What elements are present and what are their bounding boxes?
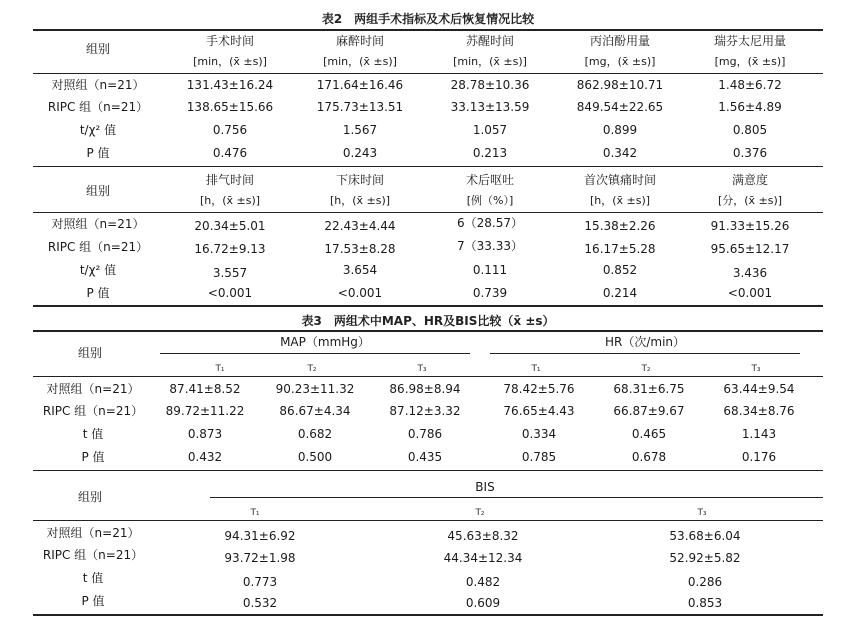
t3-r2-c1: 0.682	[297, 427, 333, 441]
table3-bottom-rule	[33, 614, 823, 616]
t2-p1-r0-c2: 28.78±10.36	[450, 78, 530, 92]
t3-r1-c5: 68.34±8.76	[723, 404, 795, 418]
table2-part2-group-label: 组别	[85, 184, 110, 198]
t2-p1-r3-c3: 0.342	[602, 146, 638, 160]
t2-p1-h3-title: 丙泊酚用量	[589, 34, 650, 48]
t3-r3-c1: 0.500	[297, 450, 333, 464]
t3-bis-r3-c2: 0.853	[687, 596, 723, 610]
t3-r3-c5: 0.176	[741, 450, 777, 464]
t2-p1-h2-unit: [min，(x̄ ±s)]	[453, 55, 527, 68]
t2-p2-r3-c4: <0.001	[727, 286, 773, 300]
t3-bis-time-label-2: T₃	[697, 508, 707, 518]
t2-p1-r0-c1: 171.64±16.46	[316, 78, 404, 92]
t2-p2-h3-unit: [h，(x̄ ±s)]	[589, 194, 651, 207]
t3-bis-r3-label: P 值	[81, 594, 105, 608]
table3-map-span-rule	[160, 353, 470, 354]
t2-p2-r2-label: t/χ² 值	[79, 263, 117, 277]
t3-r1-c3: 76.65±4.43	[503, 404, 575, 418]
t3-r2-c0: 0.873	[187, 427, 223, 441]
t3-r0-c2: 86.98±8.94	[389, 382, 461, 396]
t2-p1-r2-c0: 0.756	[212, 123, 248, 137]
t2-p1-r3-c0: 0.476	[212, 146, 248, 160]
t2-p1-r3-c2: 0.213	[472, 146, 508, 160]
t2-p2-r0-c3: 15.38±2.26	[584, 219, 656, 233]
t2-p1-r0-c4: 1.48±6.72	[718, 78, 782, 92]
t2-p2-h2-unit: [例（%）]	[466, 194, 514, 207]
table3-bis-header-rule	[33, 520, 823, 521]
t3-time-label-4: T₂	[641, 364, 651, 374]
t2-p1-h3-unit: [mg，(x̄ ±s)]	[584, 55, 656, 68]
t3-bis-r0-c2: 53.68±6.04	[669, 529, 741, 543]
t3-r1-c4: 66.87±9.67	[613, 404, 685, 418]
t2-p1-r3-c1: 0.243	[342, 146, 378, 160]
t2-p2-h0-title: 排气时间	[205, 173, 254, 187]
t2-p1-r1-c0: 138.65±15.66	[186, 100, 274, 114]
table3-bis-header: BIS	[475, 480, 495, 494]
t3-r2-c5: 1.143	[741, 427, 777, 441]
t3-bis-r3-c0: 0.532	[242, 596, 278, 610]
t3-r1-c1: 86.67±4.34	[279, 404, 351, 418]
t3-bis-r1-c2: 52.92±5.82	[669, 551, 741, 565]
table3-hr-header: HR（次/min）	[604, 335, 686, 349]
t2-p2-h1-unit: [h，(x̄ ±s)]	[329, 194, 391, 207]
t3-r3-label: P 值	[81, 450, 105, 464]
t3-bis-r1-c0: 93.72±1.98	[224, 551, 296, 565]
t3-bis-r0-c1: 45.63±8.32	[447, 529, 519, 543]
t2-p1-h2-title: 苏醒时间	[465, 34, 514, 48]
table2-part-divider	[33, 166, 823, 167]
t3-time-label-2: T₃	[417, 364, 427, 374]
t3-bis-r3-c1: 0.609	[465, 596, 501, 610]
t3-time-label-5: T₃	[751, 364, 761, 374]
t3-r1-label: RIPC 组（n=21）	[42, 404, 144, 418]
t2-p2-r1-c3: 16.17±5.28	[584, 242, 656, 256]
t3-bis-r0-c0: 94.31±6.92	[224, 529, 296, 543]
t3-r1-c2: 87.12±3.32	[389, 404, 461, 418]
t2-p2-r3-c1: <0.001	[337, 286, 383, 300]
t2-p2-r0-c0: 20.34±5.01	[194, 219, 266, 233]
t2-p1-h0-title: 手术时间	[205, 34, 254, 48]
t3-bis-r1-label: RIPC 组（n=21）	[42, 548, 144, 562]
t2-p1-r0-label: 对照组（n=21）	[51, 78, 145, 92]
t3-r1-c0: 89.72±11.22	[165, 404, 245, 418]
table3-header-rule	[33, 376, 823, 377]
t3-r3-c4: 0.678	[631, 450, 667, 464]
t3-bis-r2-c0: 0.773	[242, 575, 278, 589]
t2-p2-h3-title: 首次镇痛时间	[583, 173, 656, 187]
t2-p2-r0-c1: 22.43±4.44	[324, 219, 396, 233]
table2-caption: 表2 两组手术指标及术后恢复情况比较	[321, 12, 535, 26]
t2-p2-r0-label: 对照组（n=21）	[51, 217, 145, 231]
t3-time-label-0: T₁	[215, 364, 225, 374]
t2-p2-r2-c3: 0.852	[602, 263, 638, 277]
t3-r2-c3: 0.334	[521, 427, 557, 441]
t3-r2-c2: 0.786	[407, 427, 443, 441]
t2-p1-r1-c4: 1.56±4.89	[718, 100, 782, 114]
table3-bis-span-rule	[210, 497, 823, 498]
t2-p2-r0-c4: 91.33±15.26	[710, 219, 790, 233]
t2-p2-r3-c0: <0.001	[207, 286, 253, 300]
t2-p2-r3-c2: 0.739	[472, 286, 508, 300]
t2-p1-r2-c1: 1.567	[342, 123, 378, 137]
t3-r3-c0: 0.432	[187, 450, 223, 464]
table3-caption: 表3 两组术中MAP、HR及BIS比较（x̄ ±s）	[301, 314, 555, 328]
t3-r2-c4: 0.465	[631, 427, 667, 441]
t2-p1-r2-c3: 0.899	[602, 123, 638, 137]
t2-p1-h0-unit: [min，(x̄ ±s)]	[193, 55, 267, 68]
t3-bis-r0-label: 对照组（n=21）	[46, 526, 140, 540]
t2-p2-r2-c4: 3.436	[732, 266, 768, 280]
t2-p2-r1-c0: 16.72±9.13	[194, 242, 266, 256]
t3-bis-time-label-0: T₁	[250, 508, 260, 518]
t3-r0-c4: 68.31±6.75	[613, 382, 685, 396]
t3-bis-r1-c1: 44.34±12.34	[443, 551, 523, 565]
table3-top-rule	[33, 330, 823, 332]
t2-p2-r1-c2: 7（33.33）	[457, 239, 523, 253]
t3-r0-c0: 87.41±8.52	[169, 382, 241, 396]
t2-p2-r1-c1: 17.53±8.28	[324, 242, 396, 256]
table3-hr-span-rule	[490, 353, 800, 354]
table2-part1-group-label: 组别	[85, 42, 110, 56]
t2-p2-h4-unit: [分，(x̄ ±s)]	[717, 194, 783, 207]
t2-p1-r3-c4: 0.376	[732, 146, 768, 160]
t2-p2-r0-c2: 6（28.57）	[457, 216, 523, 230]
t2-p1-r0-c0: 131.43±16.24	[186, 78, 274, 92]
t2-p1-h4-title: 瑞芬太尼用量	[713, 34, 786, 48]
t3-r3-c3: 0.785	[521, 450, 557, 464]
t2-p2-h0-unit: [h，(x̄ ±s)]	[199, 194, 261, 207]
t2-p2-r2-c2: 0.111	[472, 263, 508, 277]
t2-p1-r1-label: RIPC 组（n=21）	[47, 100, 149, 114]
t2-p2-h4-title: 满意度	[731, 173, 768, 187]
t2-p2-r3-c3: 0.214	[602, 286, 638, 300]
t2-p1-r1-c2: 33.13±13.59	[450, 100, 530, 114]
table2-part1-header-rule	[33, 73, 823, 74]
t2-p2-r1-c4: 95.65±12.17	[710, 242, 790, 256]
t3-r2-label: t 值	[82, 427, 104, 441]
t2-p2-h2-title: 术后呕吐	[465, 173, 514, 187]
t3-bis-r2-c2: 0.286	[687, 575, 723, 589]
t3-r0-c1: 90.23±11.32	[275, 382, 355, 396]
t2-p1-h1-unit: [min，(x̄ ±s)]	[323, 55, 397, 68]
t2-p1-r2-c4: 0.805	[732, 123, 768, 137]
t2-p1-r3-label: P 值	[86, 146, 110, 160]
t2-p1-r1-c3: 849.54±22.65	[576, 100, 664, 114]
table2-part2-header-rule	[33, 212, 823, 213]
table3-group-label: 组别	[77, 346, 102, 360]
table3-section-divider	[33, 470, 823, 471]
t2-p2-r2-c0: 3.557	[212, 266, 248, 280]
t2-p1-h1-title: 麻醉时间	[335, 34, 384, 48]
t2-p2-r2-c1: 3.654	[342, 263, 378, 277]
t3-bis-time-label-1: T₂	[475, 508, 485, 518]
table3-map-header: MAP（mmHg）	[280, 335, 370, 349]
t3-bis-r2-c1: 0.482	[465, 575, 501, 589]
table2-top-rule	[33, 29, 823, 31]
table2-bottom-rule	[33, 305, 823, 307]
t2-p2-h1-title: 下床时间	[335, 173, 384, 187]
t3-r0-label: 对照组（n=21）	[46, 382, 140, 396]
t2-p1-h4-unit: [mg，(x̄ ±s)]	[714, 55, 786, 68]
t2-p2-r3-label: P 值	[86, 286, 110, 300]
t2-p1-r2-label: t/χ² 值	[79, 123, 117, 137]
t2-p1-r0-c3: 862.98±10.71	[576, 78, 664, 92]
t3-time-label-3: T₁	[531, 364, 541, 374]
t3-r3-c2: 0.435	[407, 450, 443, 464]
t2-p1-r1-c1: 175.73±13.51	[316, 100, 404, 114]
t3-time-label-1: T₂	[307, 364, 317, 374]
t3-r0-c5: 63.44±9.54	[723, 382, 795, 396]
t3-bis-r2-label: t 值	[82, 571, 104, 585]
t2-p1-r2-c2: 1.057	[472, 123, 508, 137]
t2-p2-r1-label: RIPC 组（n=21）	[47, 240, 149, 254]
t3-r0-c3: 78.42±5.76	[503, 382, 575, 396]
table3-bis-group-label: 组别	[77, 490, 102, 504]
